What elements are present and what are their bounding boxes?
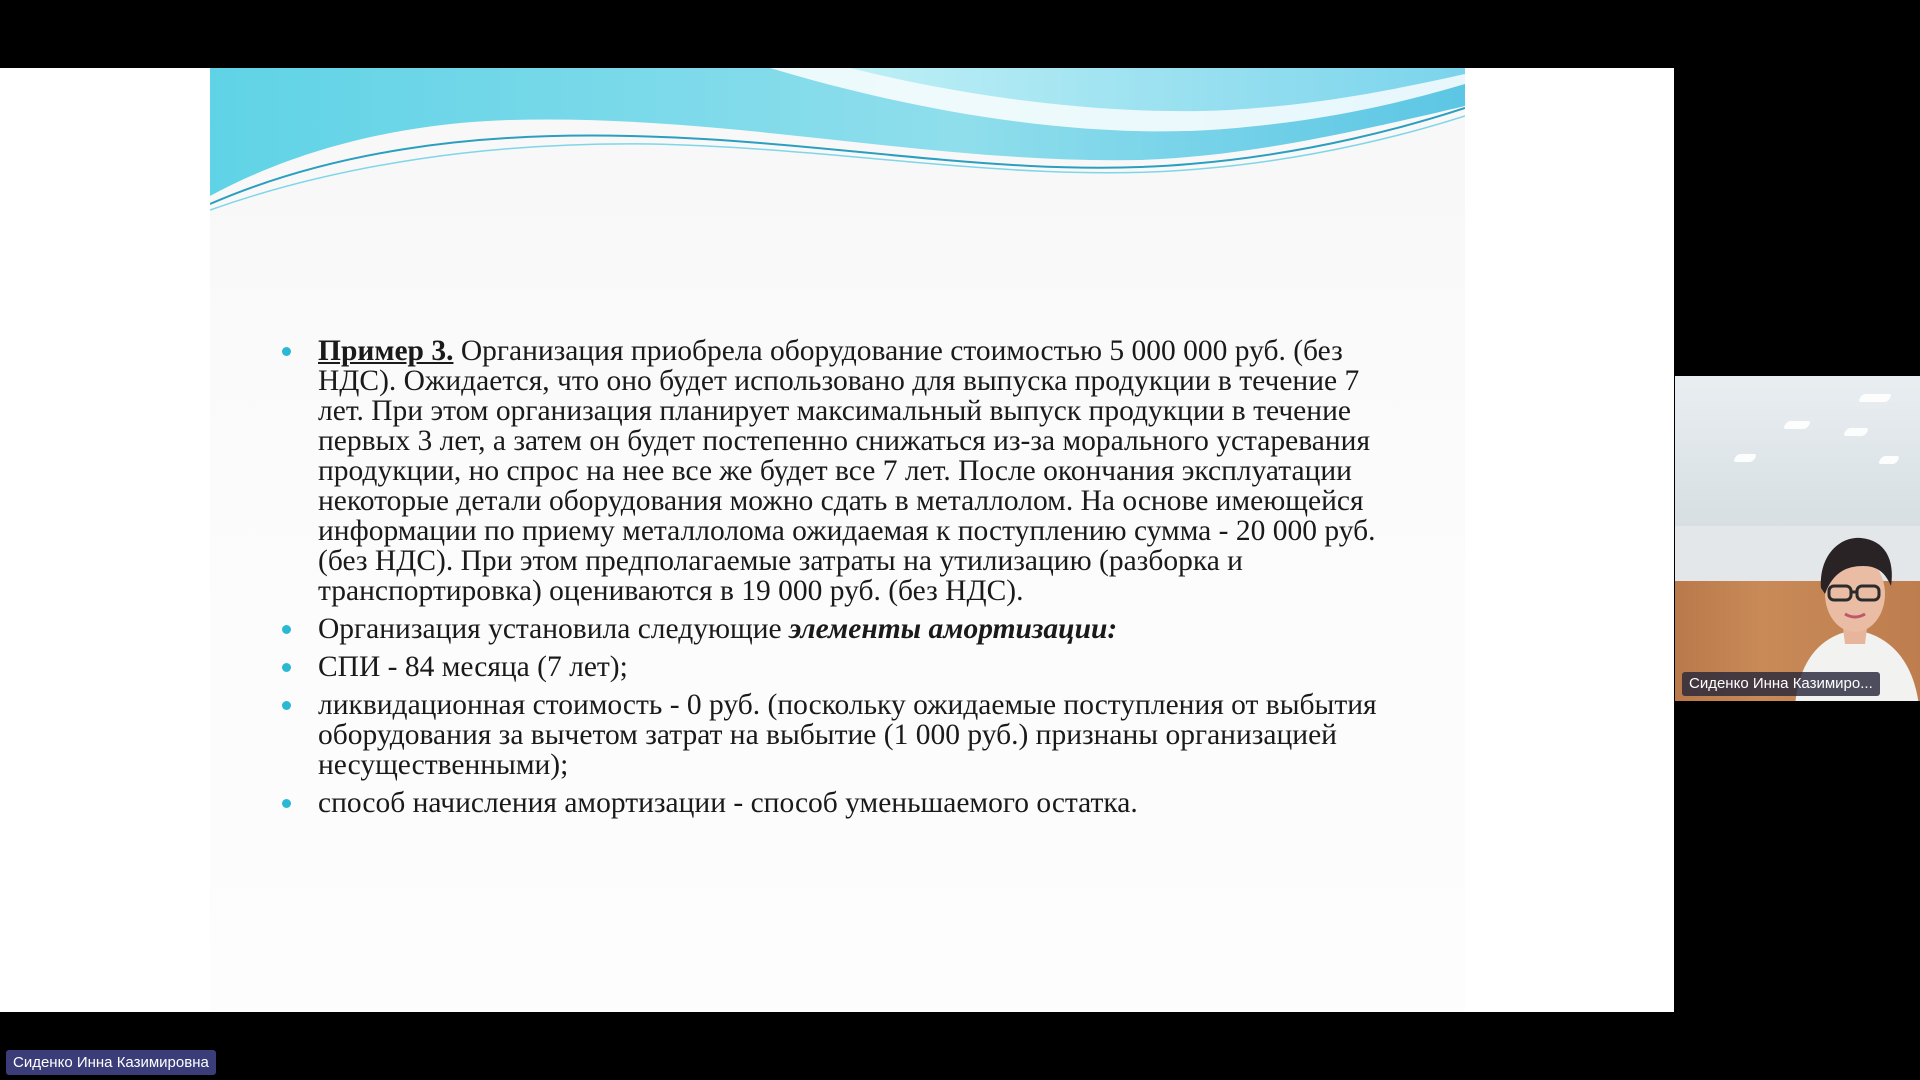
bullet-dot-icon [282, 347, 291, 356]
slide-header-wave [210, 68, 1465, 218]
bullet-dot-icon [282, 663, 291, 672]
elements-emphasis-text: элементы амортизации: [789, 613, 1118, 645]
bullet-item-elements [282, 614, 1402, 644]
video-background-ceiling [1675, 376, 1920, 526]
bullet-dot-icon [282, 625, 291, 634]
slide-bullet-list [282, 336, 1402, 826]
screen-share-area [0, 68, 1674, 1012]
elements-intro-text: Организация установила следующие [318, 613, 790, 645]
bullet-item-useful-life [282, 652, 1402, 682]
bullet-item-example [282, 336, 1402, 606]
salvage-value-text: ликвидационная стоимость - 0 руб. (поскольку ожидаемые поступления от выбытия оборудования за вычетом затрат на выбытие (1 000 руб.) признаны организацией несущественными); [318, 689, 1377, 781]
bullet-item-salvage-value [282, 690, 1402, 780]
method-text: способ начисления амортизации - способ уменьшаемого остатка. [318, 787, 1138, 819]
bullet-dot-icon [282, 799, 291, 808]
bullet-dot-icon [282, 701, 291, 710]
useful-life-text: СПИ - 84 месяца (7 лет); [318, 651, 628, 683]
example-label: Пример 3. [318, 335, 454, 367]
presenter-name-label: Сиденко Инна Казимировна [6, 1050, 216, 1075]
participant-name-label: Сиденко Инна Казимиро... [1682, 672, 1880, 696]
example-text: Организация приобрела оборудование стоимостью 5 000 000 руб. (без НДС). Ожидается, что оно будет использовано для выпуска продукции в течение 7 лет. При этом организация планирует максимальный выпуск продукции в течение первых 3 лет, а затем он будет постепенно снижаться из-за морального устаревания продукции, но спрос на нее все же будет все 7 лет. После окончания эксплуатации некоторые детали оборудования можно сдать в металлолом. На основе имеющейся информации по приему металлолома ожидаемая к поступлению сумма - 20 000 руб. (без НДС). При этом предполагаемые затраты на утилизацию (разборка и транспортировка) оцениваются в 19 000 руб. (без НДС). [318, 335, 1376, 607]
participant-video-tile[interactable] [1675, 376, 1920, 701]
bullet-item-method [282, 788, 1402, 818]
presentation-slide [210, 68, 1465, 1012]
